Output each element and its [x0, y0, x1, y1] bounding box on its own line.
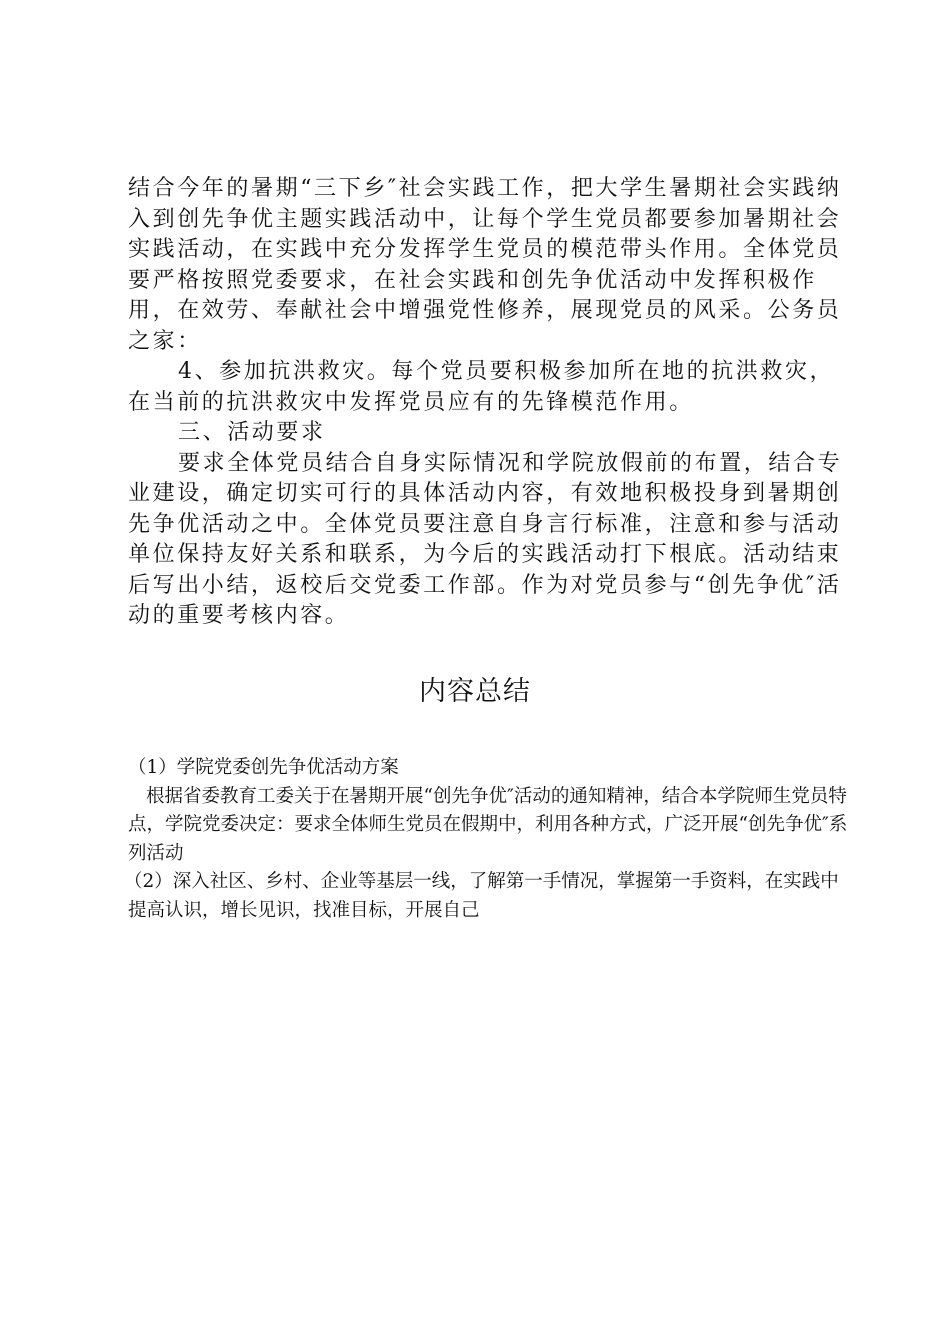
- summary-title: 内容总结: [419, 676, 531, 707]
- paragraph-requirements: 要求全体党员结合自身实际情况和学院放假前的布置，结合专业建设，确定切实可行的具体活动内容，有效地积极投身到暑期创先争优活动之中。全体党员要注意自身言行标准，注意和参与活动单位保持友好关系和联系，为今后的实践活动打下根底。活动结束后写出小结，返校后交党委工作部。作为对党员参与“创先争优″活动的重要考核内容。: [128, 450, 843, 628]
- summary-item-1-heading: （1）学院党委创先争优活动方案: [128, 757, 399, 778]
- paragraph-social-practice: 结合今年的暑期“三下乡″社会实践工作，把大学生暑期社会实践纳入到创先争优主题实践活动中，让每个学生党员都要参加暑期社会实践活动，在实践中充分发挥学生党员的模范带头作用。全体党员要严格按照党委要求，在社会实践和创先争优活动中发挥积极作用，在效劳、奉献社会中增强党性修养，展现党员的风采。公务员之家：: [128, 176, 842, 354]
- document-body: [128, 174, 843, 632]
- summary-item-1-text: 根据省委教育工委关于在暑期开展“创先争优″活动的通知精神，结合本学院师生党员特点，学院党委决定：要求全体师生党员在假期中，利用各种方式，广泛开展“创先争优″系列活动: [128, 785, 848, 864]
- summary-section: [124, 754, 848, 925]
- section-heading-requirements: 三、活动要求: [178, 420, 326, 445]
- paragraph-flood-relief: 4、参加抗洪救灾。每个党员要积极参加所在地的抗洪救灾，在当前的抗洪救灾中发挥党员应有的先锋模范作用。: [128, 359, 835, 415]
- summary-item-2: （2）深入社区、乡村、企业等基层一线，了解第一手情况，掌握第一手资料，在实践中提高认识，增长见识，找准目标，开展自己: [124, 871, 839, 921]
